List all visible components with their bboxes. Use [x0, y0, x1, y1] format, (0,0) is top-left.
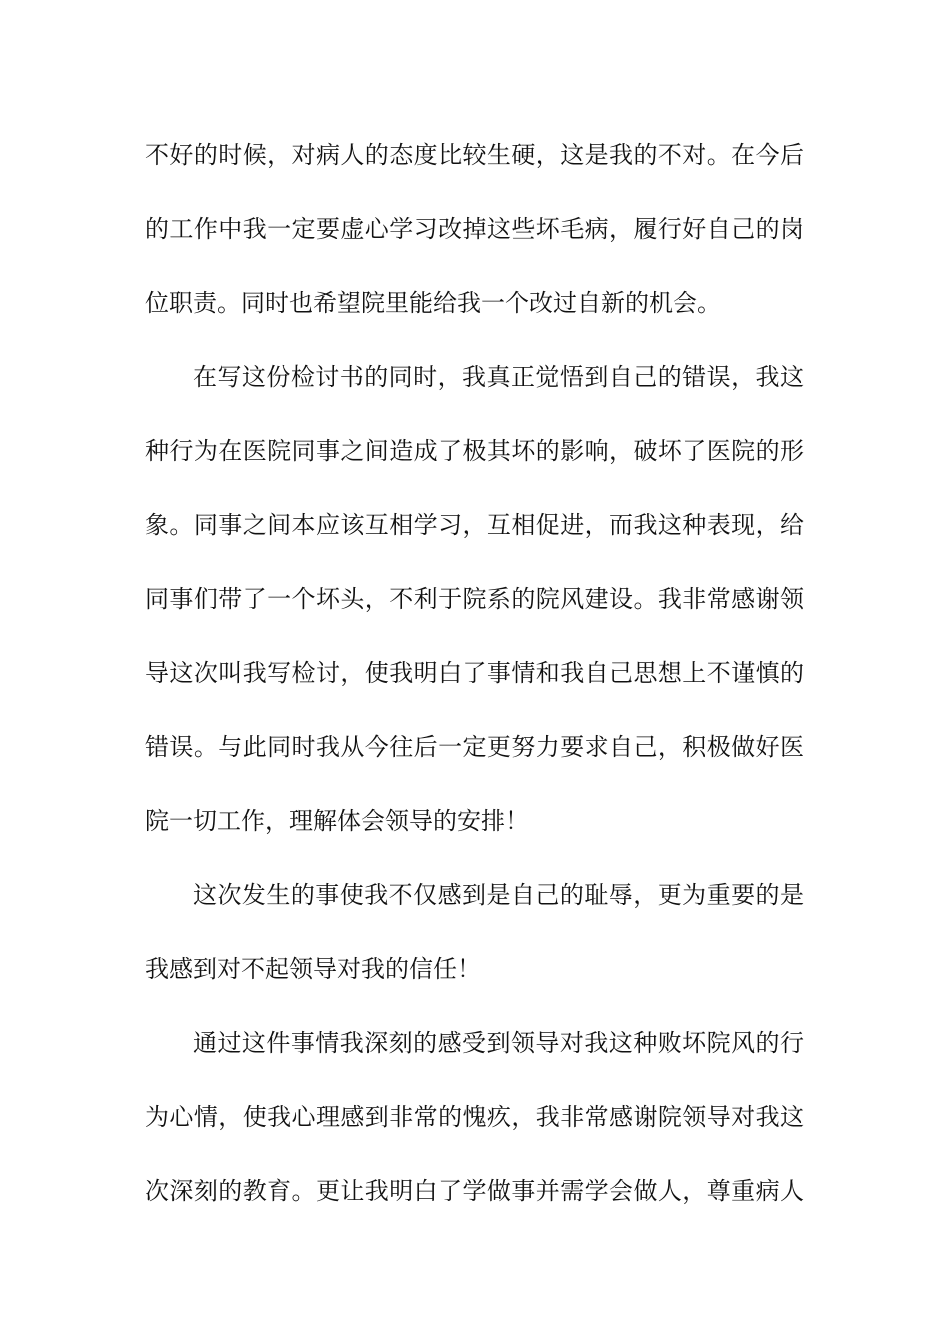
text-line: 为心情，使我心理感到非常的愧疚，我非常感谢院领导对我这 — [145, 1103, 804, 1131]
text-line: 错误。与此同时我从今往后一定更努力要求自己，积极做好医 — [145, 733, 804, 761]
text-line: 的工作中我一定要虚心学习改掉这些坏毛病，履行好自己的岗 — [145, 215, 804, 243]
text-line: 导这次叫我写检讨，使我明白了事情和我自己思想上不谨慎的 — [145, 659, 804, 687]
text-line: 象。同事之间本应该互相学习，互相促进，而我这种表现，给 — [145, 511, 804, 539]
paragraph-first-line: 通过这件事情我深刻的感受到领导对我这种败坏院风的行 — [193, 1029, 804, 1057]
text-line: 我感到对不起领导对我的信任！ — [145, 955, 481, 983]
text-line: 位职责。同时也希望院里能给我一个改过自新的机会。 — [145, 289, 721, 317]
text-line: 院一切工作，理解体会领导的安排！ — [145, 807, 529, 835]
text-line: 种行为在医院同事之间造成了极其坏的影响，破坏了医院的形 — [145, 437, 804, 465]
text-line: 不好的时候，对病人的态度比较生硬，这是我的不对。在今后 — [145, 141, 804, 169]
paragraph-first-line: 在写这份检讨书的同时，我真正觉悟到自己的错误，我这 — [193, 363, 804, 391]
text-line: 次深刻的教育。更让我明白了学做事并需学会做人，尊重病人 — [145, 1177, 804, 1205]
text-line: 同事们带了一个坏头，不利于院系的院风建设。我非常感谢领 — [145, 585, 804, 613]
paragraph-first-line: 这次发生的事使我不仅感到是自己的耻辱，更为重要的是 — [193, 881, 804, 909]
